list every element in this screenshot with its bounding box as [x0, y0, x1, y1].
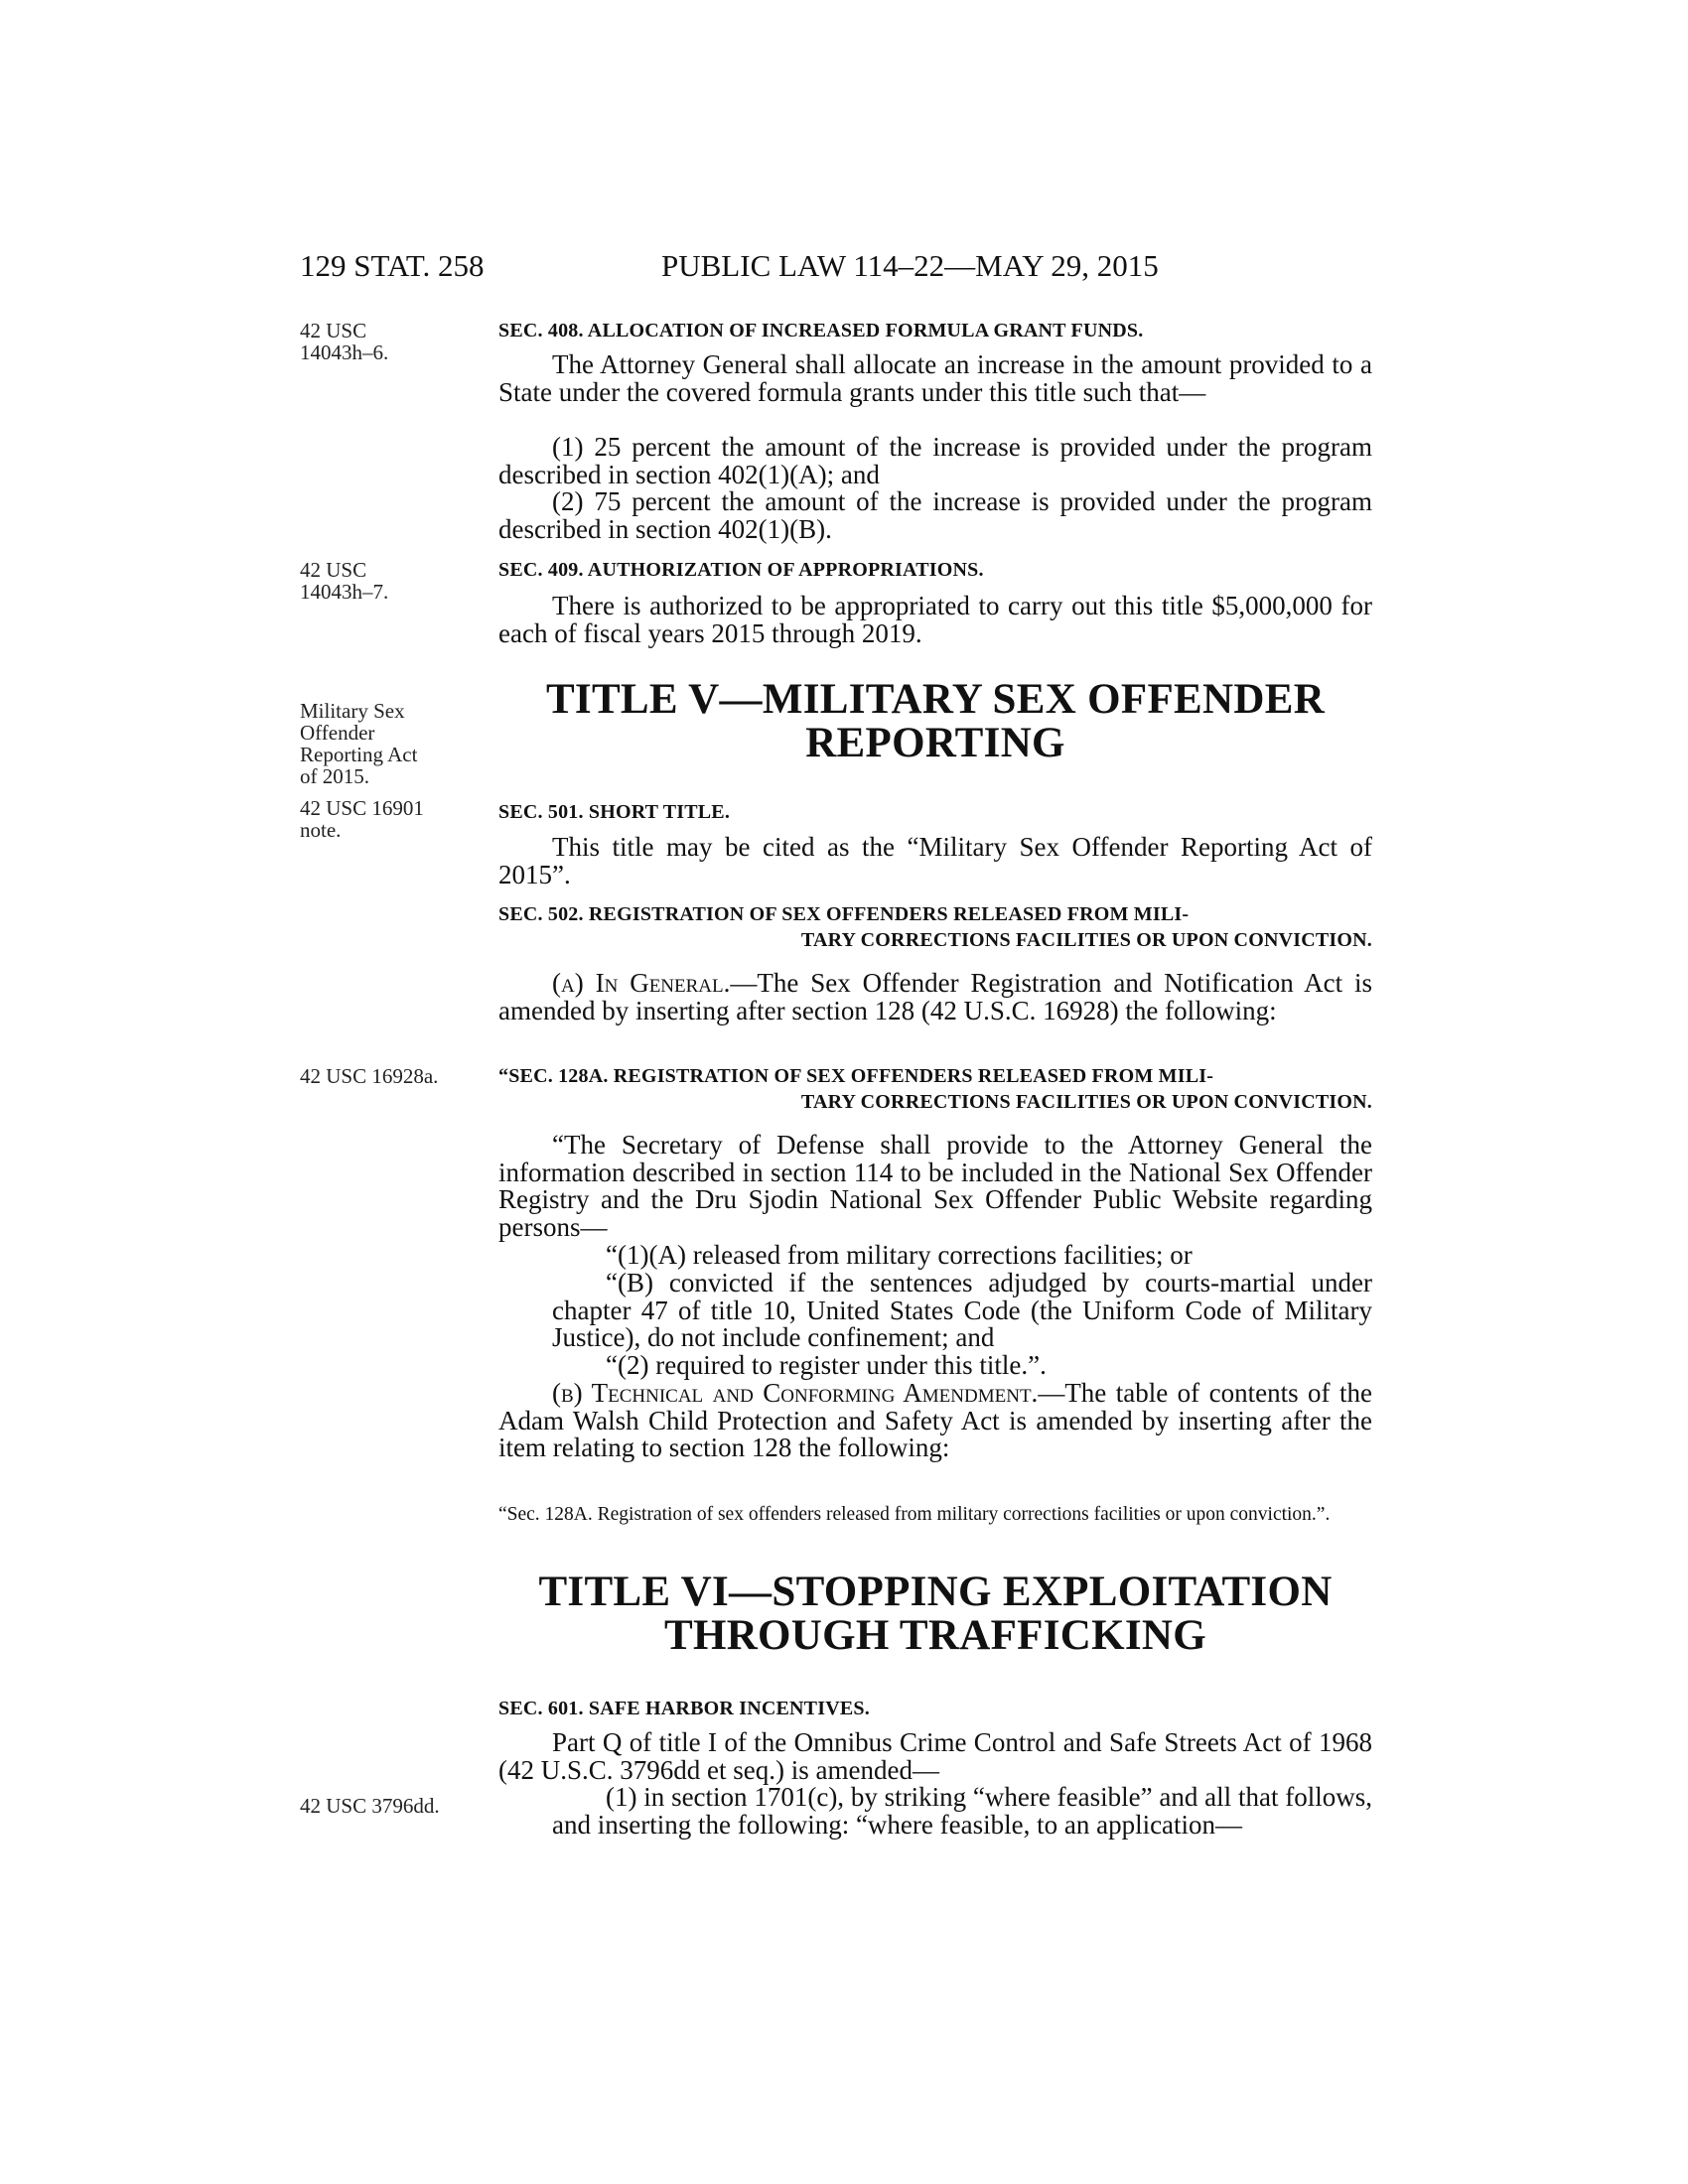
paragraph: There is authorized to be appropriated to carry out this title $5,000,000 for each of fiscal years 2015 through 2019. — [498, 591, 1372, 648]
subsection-label: (b) Technical and Conforming Amendment. — [552, 1378, 1039, 1408]
paragraph — [498, 970, 1372, 1024]
subsection-text: —The Sex Offender Registration and Notification Act is amended by inserting after section 128 (42 U.S.C. 16928) the following: — [498, 968, 1372, 1025]
section-heading: SEC. 601. SAFE HARBOR INCENTIVES. — [498, 1698, 870, 1719]
heading-line: “SEC. 128A. REGISTRATION OF SEX OFFENDERS RELEASED FROM MILI- — [498, 1065, 1214, 1087]
subsection-text: —The table of contents of the Adam Walsh Child Protection and Safety Act is amended by inserting after the item relating to section 128 the following: — [498, 1378, 1372, 1462]
margin-note: 42 USC 16901 note. — [300, 796, 424, 842]
paragraph: Part Q of title I of the Omnibus Crime Control and Safe Streets Act of 1968 (42 U.S.C. 3796dd et seq.) is amended— — [498, 1727, 1372, 1785]
margin-note: 42 USC 16928a. — [300, 1064, 439, 1088]
section-heading — [498, 903, 1372, 952]
section-heading — [498, 1065, 1372, 1114]
list-item: “(2) required to register under this title.”. — [606, 1350, 1047, 1380]
list-item: (2) 75 percent the amount of the increase is provided under the program described in section 402(1)(B). — [498, 486, 1372, 544]
toc-entry: “Sec. 128A. Registration of sex offenders released from military corrections facilities or upon conviction.”. — [498, 1504, 1331, 1525]
paragraph: This title may be cited as the “Military Sex Offender Reporting Act of 2015”. — [498, 832, 1372, 889]
paragraph: The Attorney General shall allocate an increase in the amount provided to a State under the covered formula grants under this title such that— — [498, 349, 1372, 407]
title-heading — [498, 1570, 1372, 1658]
margin-note: Military Sex Offender Reporting Act of 2015. — [300, 699, 418, 788]
section-heading: SEC. 408. ALLOCATION OF INCREASED FORMULA GRANT FUNDS. — [498, 320, 1144, 341]
title-heading — [498, 678, 1372, 765]
heading-line: TARY CORRECTIONS FACILITIES OR UPON CONVICTION. — [800, 929, 1372, 951]
heading-line: TARY CORRECTIONS FACILITIES OR UPON CONVICTION. — [800, 1091, 1372, 1113]
list-item: “(1)(A) released from military corrections facilities; or — [606, 1240, 1193, 1270]
running-header-title: PUBLIC LAW 114–22—MAY 29, 2015 — [661, 248, 1159, 283]
title-line: REPORTING — [805, 720, 1065, 766]
margin-note: 42 USC 14043h–6. — [300, 319, 389, 364]
paragraph: “The Secretary of Defense shall provide to the Attorney General the information described in section 114 to be included in the National Sex Offender Registry and the Dru Sjodin National Sex Offender Public Website regarding persons— — [498, 1130, 1372, 1242]
heading-line: SEC. 502. REGISTRATION OF SEX OFFENDERS RELEASED FROM MILI- — [498, 903, 1190, 925]
page-citation: 129 STAT. 258 — [300, 248, 485, 283]
margin-note: 42 USC 3796dd. — [300, 1794, 440, 1818]
subsection-label: (a) In General. — [552, 968, 731, 998]
list-item: “(B) convicted if the sentences adjudged by courts-martial under chapter 47 of title 10, United States Code (the Uniform Code of Military Justice), do not include confinement; and — [552, 1268, 1372, 1352]
margin-note: 42 USC 14043h–7. — [300, 558, 389, 604]
list-item: (1) in section 1701(c), by striking “where feasible” and all that follows, and inserting the following: “where feasible, to an application— — [552, 1782, 1372, 1840]
section-heading: SEC. 409. AUTHORIZATION OF APPROPRIATIONS. — [498, 559, 984, 581]
list-item-text: (1) 25 percent the amount of the increase is provided under the program described in section 402(1)(A); and — [498, 432, 1372, 489]
title-line: TITLE VI—STOPPING EXPLOITATION — [538, 1569, 1333, 1615]
section-heading: SEC. 501. SHORT TITLE. — [498, 801, 731, 823]
list-item — [498, 434, 1372, 488]
title-line: THROUGH TRAFFICKING — [663, 1612, 1207, 1659]
title-line: TITLE V—MILITARY SEX OFFENDER — [545, 676, 1326, 723]
paragraph — [498, 1380, 1372, 1462]
